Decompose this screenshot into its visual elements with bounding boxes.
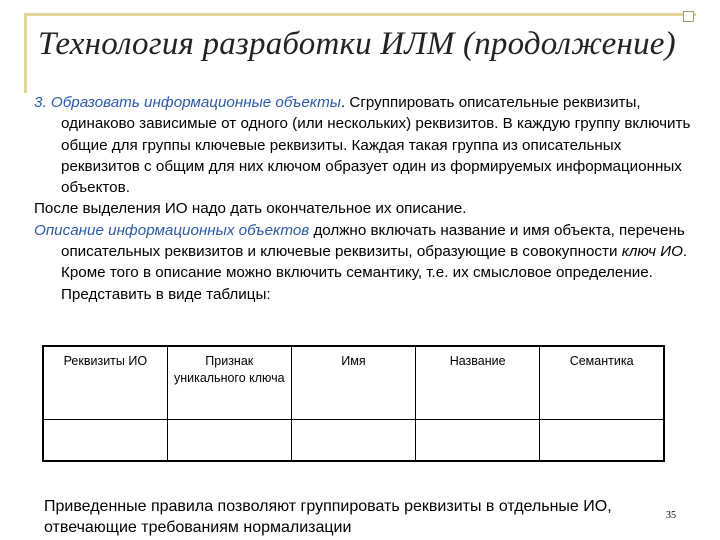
table-header-cell: Имя (291, 346, 415, 420)
table-empty-row (43, 420, 664, 462)
slide-body (34, 92, 694, 305)
table-cell (416, 420, 540, 462)
title-frame-top-line (24, 13, 696, 16)
paragraph-form-objects (34, 92, 694, 198)
table-cell (167, 420, 291, 462)
object-description-table (42, 345, 665, 462)
table-cell (540, 420, 664, 462)
form-objects-text: . Сгруппировать описательные реквизиты, одинаково зависимые от одного (или нескольких) реквизитов. В каждую группу включить общие для группы ключевые реквизиты. Каждая такая группа из описательных реквизитов с общим для них ключом образует один из формируемых информационных объектов. (61, 94, 691, 197)
object-key-term: ключ ИО (621, 243, 683, 261)
table-cell (43, 420, 167, 462)
table-header-row (43, 346, 664, 420)
object-description-text-b: . Кроме того в описание можно включить семантику, т.е. их смысловое определение. Представить в виде таблицы: (61, 243, 688, 303)
object-description-label: Описание информационных объектов (34, 221, 310, 239)
table-header-cell: Реквизиты ИО (43, 346, 167, 420)
frame-corner-square (683, 11, 694, 22)
table-header-cell: Признак уникального ключа (167, 346, 291, 420)
table-cell (291, 420, 415, 462)
table-header-cell: Семантика (540, 346, 664, 420)
paragraph-final-description: После выделения ИО надо дать окончательное их описание. (34, 200, 467, 218)
table-header-cell: Название (416, 346, 540, 420)
form-objects-label: 3. Образовать информационные объекты (34, 94, 341, 111)
page-number: 35 (666, 510, 676, 521)
slide-title: Технология разработки ИЛМ (продолжение) (38, 26, 676, 62)
footer-note: Приведенные правила позволяют группировать реквизиты в отдельные ИО, отвечающие требованиям нормализации (44, 498, 612, 536)
object-description-text-a: должно включать название и имя объекта, перечень описательных реквизитов и ключевые реквизиты, образующие в совокупности (61, 221, 685, 261)
title-frame-left-line (24, 13, 27, 93)
paragraph-object-description (34, 220, 694, 305)
